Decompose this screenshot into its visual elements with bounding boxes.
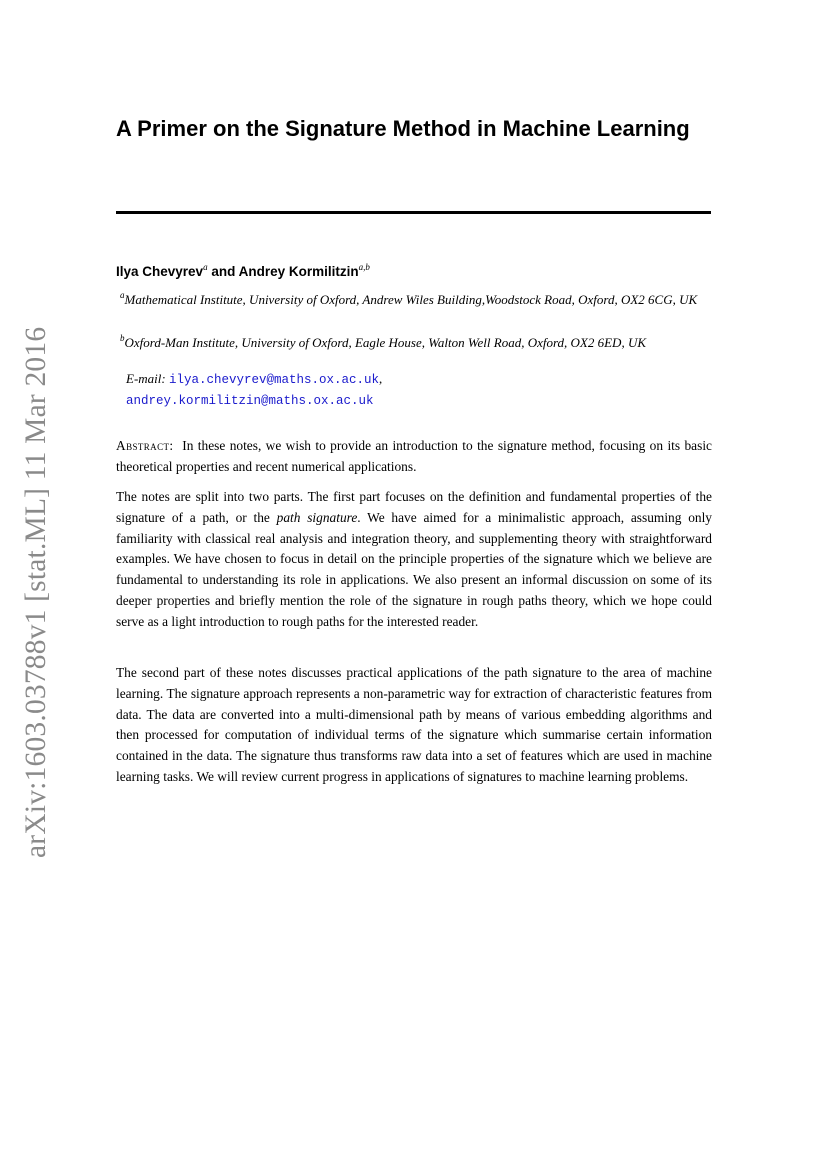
title-divider	[116, 211, 711, 214]
abstract-label: Abstract:	[116, 438, 174, 453]
paper-title: A Primer on the Signature Method in Machine Learning	[116, 116, 690, 141]
email-label: E-mail:	[126, 371, 166, 386]
affiliation-text: Oxford-Man Institute, University of Oxford, Eagle House, Walton Well Road, Oxford, OX2 6ED, UK	[124, 335, 647, 350]
affiliation-mark: a	[120, 290, 125, 300]
contact-emails	[126, 369, 382, 411]
paragraph-text: . We have aimed for a minimalistic approach, assuming only familiarity with classical real analysis and integration theory, and supplementing theory with straightforward examples. We have chosen to focus in detail on the principle properties of the signature which we believe are fundamental to understanding its role in applications. We also present an informal discussion on some of its deeper properties and briefly mention the role of the signature in rough paths theory, which we hope could serve as a light introduction to rough paths for the interested reader.	[116, 509, 712, 629]
body-paragraph-1	[116, 487, 712, 633]
author-name: Ilya Chevyrev	[116, 264, 204, 279]
author-affiliation-mark: a,b	[358, 262, 370, 272]
affiliation-a	[116, 290, 712, 310]
author-separator: and	[211, 264, 236, 279]
affiliation-b	[116, 333, 712, 353]
abstract-text: In these notes, we wish to provide an introduction to the signature method, focusing on its basic theoretical properties and recent numerical applications.	[116, 438, 712, 474]
affiliation-text: Mathematical Institute, University of Oxford, Andrew Wiles Building,Woodstock Road, Oxford, OX2 6CG, UK	[124, 292, 698, 307]
author-name: Andrey Kormilitzin	[238, 264, 359, 279]
arxiv-identifier-stamp: arXiv:1603.03788v1 [stat.ML] 11 Mar 2016	[20, 326, 52, 858]
email-link-chevyrev[interactable]: ilya.chevyrev@maths.ox.ac.uk	[168, 373, 380, 387]
body-paragraph-2: The second part of these notes discusses practical applications of the path signature to the area of machine learning. The signature approach represents a non-parametric way for extraction of characteristic features from data. The data are converted into a multi-dimensional path by means of various embedding algorithms and then processed for computation of individual terms of the signature which summarise certain information contained in the data. The signature thus transforms raw data into a set of features which are used in machine learning tasks. We will review current progress in applications of signatures to machine learning problems.	[116, 665, 712, 784]
email-separator: ,	[379, 371, 383, 386]
affiliation-mark: b	[120, 333, 125, 343]
paragraph-text: The notes are split into two parts. The first part focuses on the definition and fundamental properties of the signature of a path, or the	[116, 489, 712, 525]
author-affiliation-mark: a	[203, 262, 208, 272]
abstract	[116, 436, 712, 478]
email-link-kormilitzin[interactable]: andrey.kormilitzin@maths.ox.ac.uk	[126, 394, 374, 408]
author-line	[116, 263, 370, 281]
emphasized-term: path signature	[276, 509, 358, 525]
